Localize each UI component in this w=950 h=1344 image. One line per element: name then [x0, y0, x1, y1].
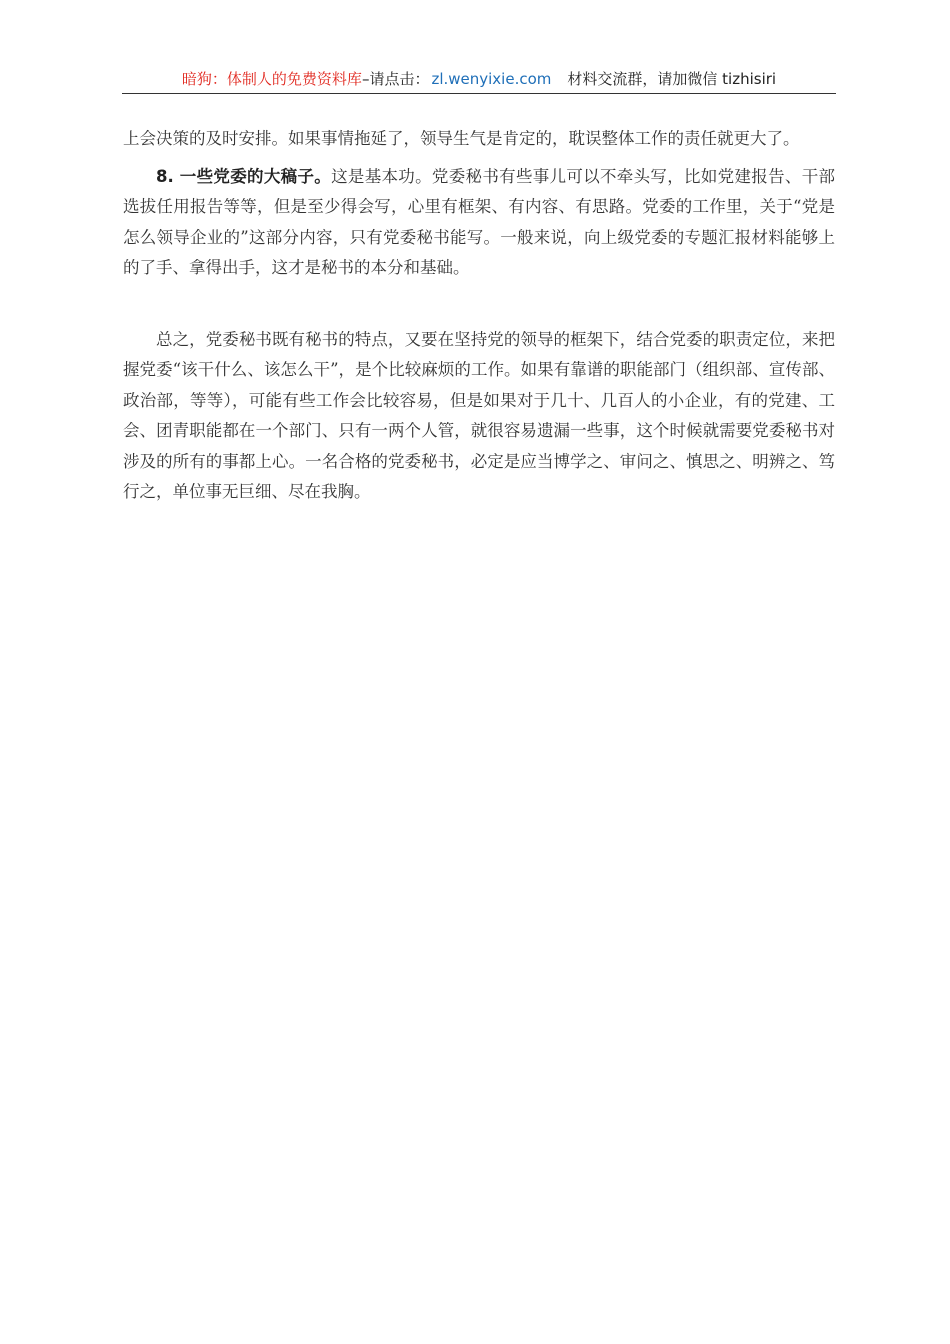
paragraph-summary: 总之，党委秘书既有秘书的特点，又要在坚持党的领导的框架下，结合党委的职责定位，来把握党委“该干什么、该怎么干”，是个比较麻烦的工作。如果有靠谱的职能部门（组织部、宣传部、政治部，等等），可能有些工作会比较容易，但是如果对于几十、几百人的小企业，有的党建、工会、团青职能都在一个部门、只有一两个人管，就很容易遗漏一些事，这个时候就需要党委秘书对涉及的所有的事都上心。一名合格的党委秘书，必定是应当博学之、审问之、慎思之、明辨之、笃行之，单位事无巨细、尽在我胸。 [123, 329, 835, 501]
item-8-heading: 8. 一些党委的大稿子。 [156, 166, 332, 186]
page-header [122, 66, 836, 94]
header-link[interactable]: zl.wenyixie.com [431, 70, 552, 88]
header-cta: –请点击： [361, 70, 430, 88]
paragraph-continuation: 上会决策的及时安排。如果事情拖延了，领导生气是肯定的，耽误整体工作的责任就更大了。 [123, 129, 800, 148]
paragraph-item-8 [123, 162, 835, 284]
header-group-info: 材料交流群，请加微信 tizhisiri [567, 70, 777, 88]
item-8-text: 这是基本功。党委秘书有些事儿可以不牵头写，比如党建报告、干部选拔任用报告等等，但是至少得会写，心里有框架、有内容、有思路。党委的工作里，关于“党是怎么领导企业的”这部分内容，只有党委秘书能写。一般来说，向上级党委的专题汇报材料能够上的了手、拿得出手，这才是秘书的本分和基础。 [123, 166, 836, 277]
document-body [123, 124, 835, 508]
header-brand: 暗狗：体制人的免费资料库 [181, 70, 362, 88]
